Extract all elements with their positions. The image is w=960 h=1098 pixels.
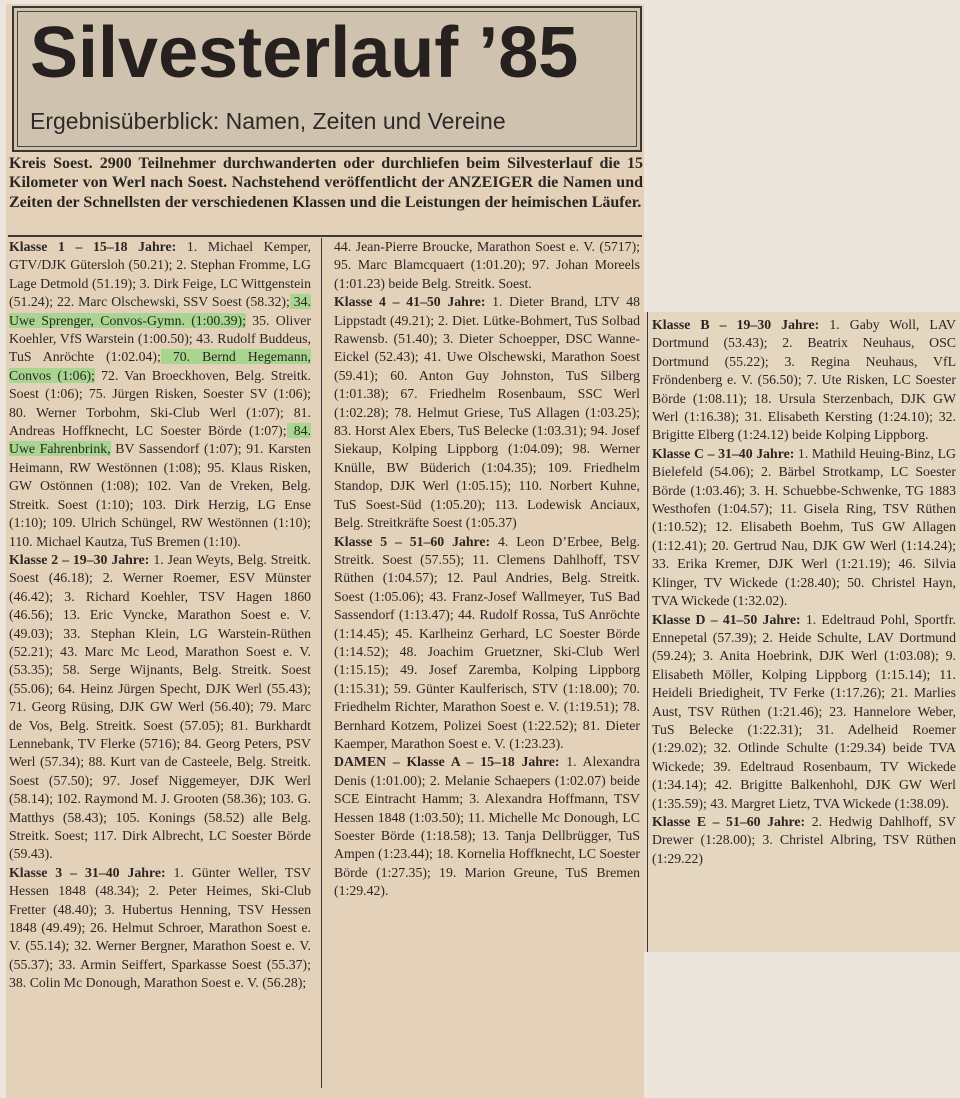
class-heading: DAMEN – Klasse A – 15–18 Jahre:	[334, 754, 560, 770]
divider	[8, 235, 642, 237]
results-column-2	[334, 238, 640, 1070]
results-text: 1. Alexandra Denis (1:01.00); 2. Melanie Schaepers (1:02.07) beide SCE Eintracht Hamm; 3. Alexandra Hoffmann, TSV Hessen 1848 (1:03.50); 11. Michelle Mc Donough, LC Soester Börde (1:18.58); 13. Tanja Dellbrügger, TuS Ampen (1:23.44); 18. Kornelia Hoffknecht, LC Soester Börde (1:27.35); 19. Marion Greune, TuS Bremen (1:29.42).	[334, 754, 640, 899]
results-text: 1. Dieter Brand, LTV 48 Lippstadt (49.21); 2. Diet. Lütke-Bohmert, TuS Solbad Rawensb. (51.40); 3. Dieter Schoepper, DSC Wanne-Eickel (52.43); 41. Uwe Olschewski, Marathon Soest (59.41); 60. Anton Guy Johnston, TuS Silberg (1:01.38); 67. Friedhelm Rosenbaum, SSC Werl (1:02.28); 78. Helmut Griese, TuS Allagen (1:03.25); 83. Horst Alex Ebers, TuS Belecke (1:03.31); 94. Josef Siekaup, Kolping Lippborg (1:04.09); 98. Werner Knülle, BW Büderich (1:04.35); 109. Friedhelm Standop, DJK Werl (1:05.15); 110. Norbert Kuhne, TuS Soest-Süd (1:05.20); 113. Lodewisk Anciaux, Belg. Streitkräfte Soest (1:05.37)	[334, 294, 640, 531]
class-heading: Klasse D – 41–50 Jahre:	[652, 611, 801, 627]
result-block-klasse-2	[9, 551, 311, 864]
class-heading: Klasse 2 – 19–30 Jahre:	[9, 551, 150, 567]
highlighted-result: 34. Uwe Sprenger, Convos-Gymn. (1:00.39);	[9, 294, 311, 328]
intro-paragraph: Kreis Soest. 2900 Teilnehmer durchwanderten oder durchliefen beim Silvesterlauf die 15 Kilometer von Werl nach Soest. Nachstehend veröffentlicht der ANZEIGER die Namen und Zeiten der Schnellsten der verschiedenen Klassen und die Leistungen der heimischen Läufer.	[9, 155, 643, 211]
result-block-klasse-1	[9, 238, 311, 551]
class-heading: Klasse 5 – 51–60 Jahre:	[334, 533, 491, 549]
results-text: 1. Mathild Heuing-Binz, LG Bielefeld (54.06); 2. Bärbel Strotkamp, LC Soester Börde (1:03.46); 3. H. Schuebbe-Schwenke, TG 1883 Westhofen (1:04.57); 11. Gisela Ring, TSV Rüthen (1:10.52); 12. Elisabeth Boehm, TuS GW Allagen (1:12.41); 20. Gertrud Nau, DJK GW Werl (1:14.24); 33. Erika Kremer, DJK Werl (1:21.19); 46. Silvia Klinger, TV Wickede (1:28.40); 50. Christel Hayn, TVA Wickede (1:32.02).	[652, 445, 956, 609]
result-block-continued	[334, 238, 640, 293]
highlighted-result: 84. Uwe Fahrenbrink,	[9, 423, 311, 457]
results-text: 1. Edeltraud Pohl, Sportfr. Ennepetal (57.39); 2. Heide Schulte, LAV Dortmund (59.24); 3. Anita Hoebrink, DJK Werl (1:03.08); 9. Elisabeth Möller, Kolping Lippborg (1:15.14); 11. Heideli Briedigheit, TV Ferke (1:17.26); 21. Marlies Aust, TSV Rüthen (1:21.46); 23. Hannelore Weber, TuS Belecke (1:22.31); 31. Adelheid Roemer (1:29.02); 32. Otlinde Schulte (1:29.34) beide TVA Wickede; 39. Edeltraud Rosenbaum, TV Wickede (1:34.14); 42. Brigitte Balkenhohl, DJK GW Werl (1:35.59); 43. Margret Lietz, TVA Wickede (1:38.09).	[652, 611, 956, 811]
class-heading: Klasse B – 19–30 Jahre:	[652, 317, 820, 332]
subheadline: Ergebnisüberblick: Namen, Zeiten und Vereine	[30, 108, 506, 134]
results-text: 2. Hedwig Dahlhoff, SV Drewer (1:28.00); 3. Christel Albring, TSV Rüthen (1:29.22)	[652, 813, 956, 866]
results-text: 44. Jean-Pierre Broucke, Marathon Soest e. V. (5717); 95. Marc Blamcquaert (1:01.20); 97. Johan Moreels (1:01.23) beide Belg. Streitk. Soest.	[334, 239, 640, 291]
results-text: 72. Van Broeckhoven, Belg. Streitk. Soest (1:06); 75. Jürgen Risken, Soester SV (1:06); 80. Werner Torbohm, Ski-Club Werl (1:07); 81. Andreas Hoffknecht, LC Soester Börde (1:07);	[9, 367, 311, 439]
results-text: BV Sassendorf (1:07); 91. Karsten Heimann, RW Westönnen (1:08); 95. Klaus Risken, GW Ostönnen (1:08); 102. Van de Vreken, Belg. Streitk. Soest (1:10); 103. Dirk Herzig, LG Ense (1:10); 109. Ulrich Schüngel, RW Westönnen (1:10); 110. Michael Kautza, TuS Bremen (1:10).	[9, 441, 311, 549]
column-divider	[647, 312, 648, 952]
results-text: 1. Günter Weller, TSV Hessen 1848 (48.34); 2. Peter Heimes, Ski-Club Fretter (48.40); 3. Hubertus Henning, TSV Hessen 1848 (49.49); 26. Helmut Schroer, Marathon Soest e. V. (55.14); 32. Werner Bergner, Marathon Soest e. V. (55.37); 33. Armin Seiffert, Sparkasse Soest (55.37); 38. Colin Mc Donough, Marathon Soest e. V. (56.28);	[9, 864, 311, 991]
class-heading: Klasse C – 31–40 Jahre:	[652, 445, 795, 461]
result-block-klasse-3	[9, 864, 311, 993]
result-block-klasse-c	[652, 445, 956, 611]
result-block-klasse-e	[652, 813, 956, 868]
results-column-3	[652, 316, 956, 956]
results-text: 1. Jean Weyts, Belg. Streitk. Soest (46.18); 2. Werner Roemer, ESV Münster (46.42); 3. Richard Koehler, TSV Hagen 1860 (46.56); 13. Eric Vyncke, Marathon Soest e. V. (49.03); 33. Stephan Klein, LG Warstein-Rüthen (52.21); 43. Marc Mc Leod, Marathon Soest e. V. (53.35); 58. Serge Wijnants, Belg. Streitk. Soest (55.06); 64. Heinz Jürgen Specht, DJK Werl (55.43); 71. Georg Rüsing, DJK GW Werl (56.40); 79. Marc de Vos, Belg. Streitk. Soest (57.05); 81. Burkhardt Lennebank, TV Flerke (5716); 84. Georg Peters, PSV Werl (57.34); 88. Kurt van de Casteele, Belg. Streitk. Soest (57.50); 97. Josef Niggemeyer, DJK Werl (58.14); 102. Raymond M. J. Grooten (58.36); 103. G. Matthys (58.43); 105. Konings (58.52) alle Belg. Streitk. Soest; 117. Dirk Albrecht, LC Soester Börde (59.43).	[9, 551, 311, 862]
results-column-1	[9, 238, 311, 1098]
result-block-klasse-5	[334, 533, 640, 754]
headline: Silvesterlauf ’85	[30, 13, 579, 93]
result-block-klasse-d	[652, 611, 956, 813]
class-heading: Klasse 1 – 15–18 Jahre:	[9, 239, 177, 254]
result-block-damen-a	[334, 753, 640, 900]
result-block-klasse-b	[652, 316, 956, 445]
result-block-klasse-4	[334, 293, 640, 532]
class-heading: Klasse 3 – 31–40 Jahre:	[9, 864, 166, 880]
column-divider	[321, 238, 322, 1088]
class-heading: Klasse E – 51–60 Jahre:	[652, 813, 806, 829]
results-text: 1. Michael Kemper, GTV/DJK Gütersloh (50.21); 2. Stephan Fromme, LG Lage Detmold (51.19); 3. Dirk Feige, LC Wittgenstein (51.24); 22. Marc Olschewski, SSV Soest (58.32);	[9, 239, 311, 310]
results-text: 4. Leon D’Erbee, Belg. Streitk. Soest (57.55); 11. Clemens Dahlhoff, TSV Rüthen (1:04.57); 12. Paul Andries, Belg. Streitk. Soest (1:05.06); 43. Franz-Josef Wallmeyer, TuS Bad Sassendorf (1:13.47); 44. Rudolf Rossa, TuS Anröchte (1:14.45); 45. Karlheinz Gerhard, LC Soester Börde (1:14.52); 48. Joachim Gruetzner, Ski-Club Werl (1:15.15); 49. Josef Zaremba, Kolping Lippborg (1:15.31); 59. Günter Kaulferisch, STV (1:18.00); 70. Friedhelm Richter, Marathon Soest e. V. (1:19.51); 78. Bernhard Kotzem, Polizei Soest (1:22.52); 81. Dieter Kaemper, Marathon Soest e. V. (1:23.23).	[334, 533, 640, 751]
highlighted-result: 70. Bernd Hegemann, Convos (1:06);	[9, 349, 311, 383]
results-text: 1. Gaby Woll, LAV Dortmund (53.43); 2. Beatrix Neuhaus, OSC Dortmund (55.22); 3. Regina Neuhaus, VfL Fröndenberg e. V. (56.50); 7. Ute Risken, LC Soester Börde (1:08.11); 18. Ursula Sterzenbach, DJK GW Werl (1:16.38); 31. Elisabeth Kersting (1:24.10); 32. Brigitte Elberg (1:24.12) beide Kolping Lippborg.	[652, 317, 956, 443]
results-text: 35. Oliver Koehler, VfS Warstein (1:00.50); 43. Rudolf Buddeus, TuS Anröchte (1:02.04);	[9, 312, 311, 365]
class-heading: Klasse 4 – 41–50 Jahre:	[334, 294, 486, 310]
